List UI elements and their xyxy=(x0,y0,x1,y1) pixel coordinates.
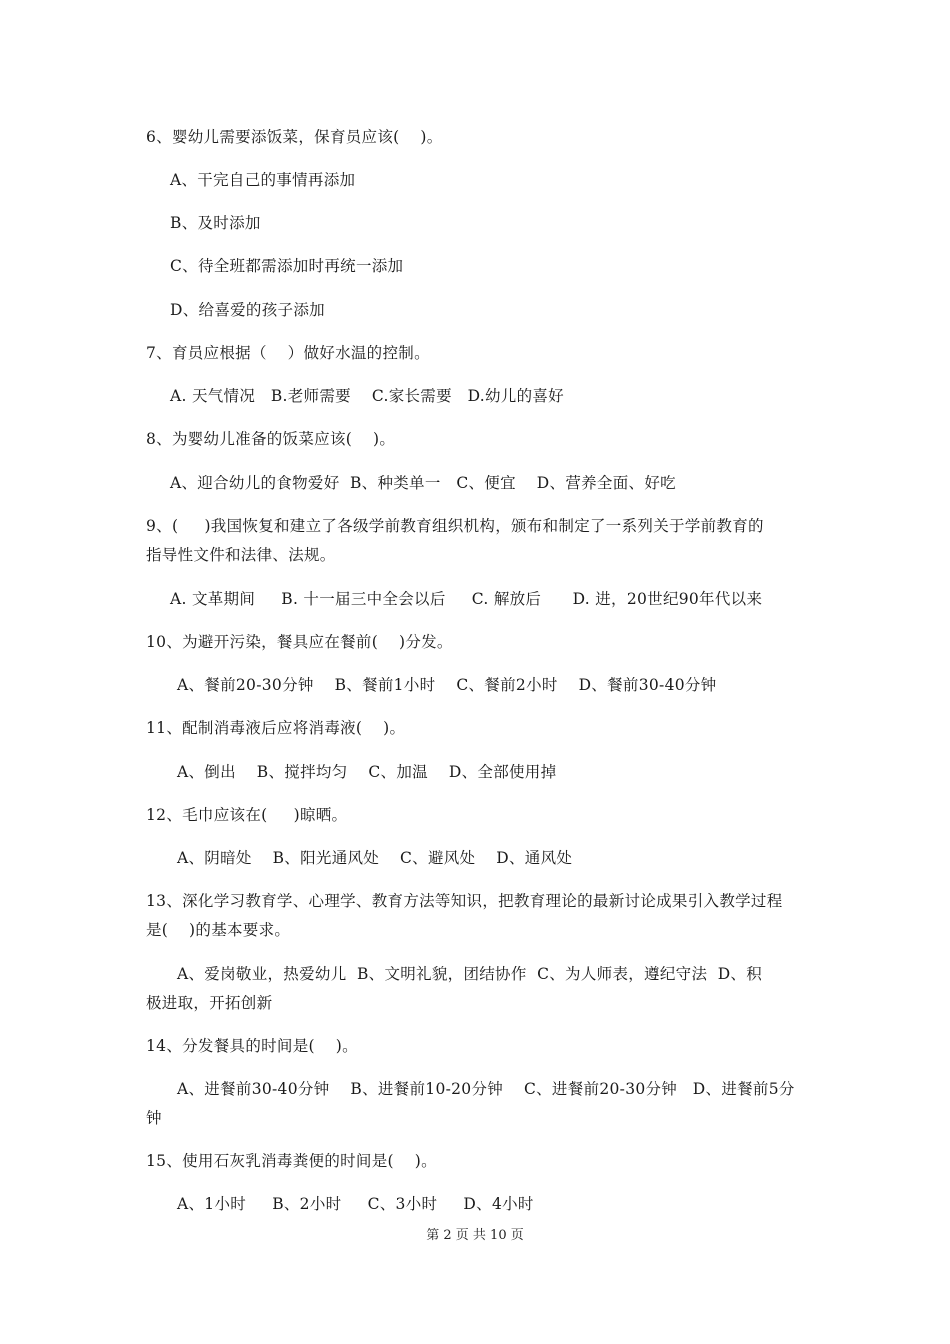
question-8-stem: 8、为婴幼儿准备的饭菜应该( )。 xyxy=(146,430,396,448)
question-11-options: A、倒出 B、搅拌均匀 C、加温 D、全部使用掉 xyxy=(177,763,557,781)
question-10-stem: 10、为避开污染，餐具应在餐前( )分发。 xyxy=(146,633,453,651)
question-14-options-line2: 钟 xyxy=(146,1109,162,1127)
question-12-stem: 12、毛巾应该在( )晾晒。 xyxy=(146,806,348,824)
question-9-options: A. 文革期间 B. 十一届三中全会以后 C. 解放后 D. 进，20世纪90年代以来 xyxy=(170,590,763,608)
question-14-stem: 14、分发餐具的时间是( )。 xyxy=(146,1037,358,1055)
question-14-options-line1: A、进餐前30-40分钟 B、进餐前10-20分钟 C、进餐前20-30分钟 D、进餐前5分 xyxy=(177,1080,795,1098)
question-6-option-c: C、待全班都需添加时再统一添加 xyxy=(170,257,404,275)
question-13-stem-line2: 是( )的基本要求。 xyxy=(146,921,291,939)
question-11-stem: 11、配制消毒液后应将消毒液( )。 xyxy=(146,719,406,737)
question-10-options: A、餐前20-30分钟 B、餐前1小时 C、餐前2小时 D、餐前30-40分钟 xyxy=(177,676,717,694)
question-7-options: A. 天气情况 B.老师需要 C.家长需要 D.幼儿的喜好 xyxy=(170,387,564,405)
question-9-stem-line1: 9、( )我国恢复和建立了各级学前教育组织机构，颁布和制定了一系列关于学前教育的 xyxy=(146,517,764,535)
question-15-options: A、1小时 B、2小时 C、3小时 D、4小时 xyxy=(177,1195,534,1213)
question-6-option-a: A、干完自己的事情再添加 xyxy=(170,171,356,189)
question-6-option-d: D、给喜爱的孩子添加 xyxy=(170,301,325,319)
question-13-stem-line1: 13、深化学习教育学、心理学、教育方法等知识，把教育理论的最新讨论成果引入教学过程 xyxy=(146,892,783,910)
question-7-stem: 7、育员应根据（ ）做好水温的控制。 xyxy=(146,344,430,362)
question-8-options: A、迎合幼儿的食物爱好 B、种类单一 C、便宜 D、营养全面、好吃 xyxy=(170,474,676,492)
question-9-stem-line2: 指导性文件和法律、法规。 xyxy=(146,546,336,564)
question-6-option-b: B、及时添加 xyxy=(170,214,261,232)
question-6-stem: 6、婴幼儿需要添饭菜，保育员应该( )。 xyxy=(146,128,443,146)
question-15-stem: 15、使用石灰乳消毒粪便的时间是( )。 xyxy=(146,1152,437,1170)
question-12-options: A、阴暗处 B、阳光通风处 C、避风处 D、通风处 xyxy=(177,849,573,867)
question-13-options-line1: A、爱岗敬业，热爱幼儿 B、文明礼貌，团结协作 C、为人师表，遵纪守法 D、积 xyxy=(177,965,763,983)
question-13-options-line2: 极进取，开拓创新 xyxy=(146,994,273,1012)
page-footer: 第 2 页 共 10 页 xyxy=(426,1228,524,1243)
